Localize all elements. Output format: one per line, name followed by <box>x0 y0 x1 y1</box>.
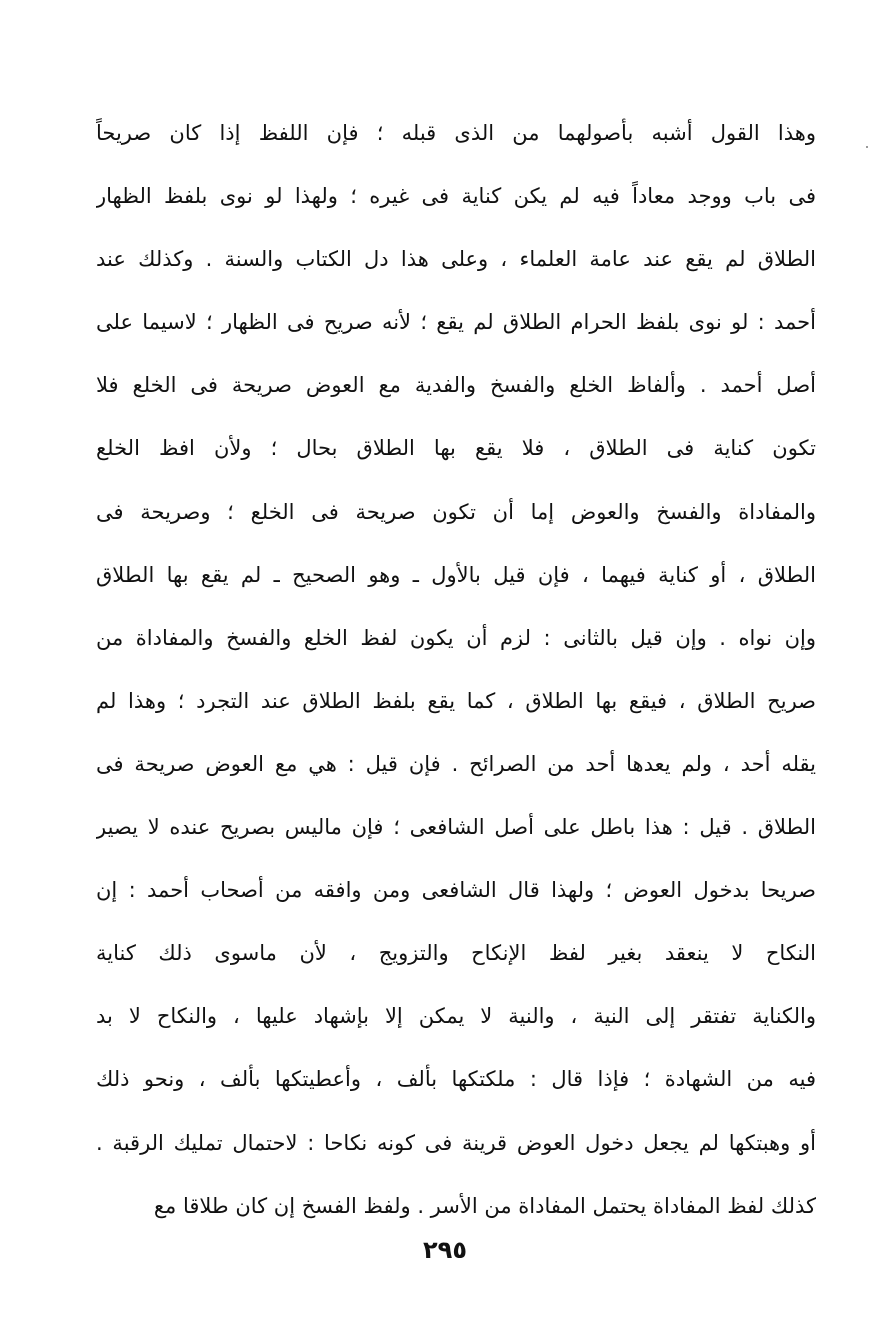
text-line: الطلاق ، أو كناية فيهما ، فإن قيل بالأول ـ وهو الصحيح ـ لم يقع بها الطلاق <box>96 562 816 587</box>
text-line: والكناية تفتقر إلى النية ، والنية لا يمكن إلا بإشهاد عليها ، والنكاح لا بد <box>96 1004 816 1029</box>
text-line: أحمد : لو نوى بلفظ الحرام الطلاق لم يقع ؛ لأنه صريح فى الظهار ؛ لاسيما على <box>96 310 816 335</box>
text-line: صريح الطلاق ، فيقع بها الطلاق ، كما يقع بلفظ الطلاق عند التجرد ؛ وهذا لم <box>96 688 816 713</box>
text-line: الطلاق . قيل : هذا باطل على أصل الشافعى ؛ فإن ماليس بصريح عنده لا يصير <box>96 815 816 840</box>
text-line: كذلك لفظ المفاداة يحتمل المفاداة من الأسر . ولفظ الفسخ إن كان طلاقا مع <box>153 1193 816 1218</box>
text-line: النكاح لا ينعقد بغير لفظ الإنكاح والتزويج ، لأن ماسوى ذلك كناية <box>96 941 816 966</box>
text-line: وإن نواه . وإن قيل بالثانى : لزم أن يكون لفظ الخلع والفسخ والمفاداة من <box>96 625 816 650</box>
text-line: تكون كناية فى الطلاق ، فلا يقع بها الطلاق بحال ؛ ولأن افظ الخلع <box>96 436 816 461</box>
text-line: صريحا بدخول العوض ؛ ولهذا قال الشافعى ومن وافقه من أصحاب أحمد : إن <box>96 878 816 903</box>
text-line: أو وهبتكها لم يجعل دخول العوض قرينة فى كونه نكاحا : لاحتمال تمليك الرقبة . <box>96 1130 816 1155</box>
page-number: ٢٩٥ <box>423 1236 467 1264</box>
text-line: فيه من الشهادة ؛ فإذا قال : ملكتكها بألف ، وأعطيتكها بألف ، ونحو ذلك <box>96 1067 816 1092</box>
text-line: يقله أحد ، ولم يعدها أحد من الصرائح . فإن قيل : هي مع العوض صريحة فى <box>96 751 816 776</box>
body-text <box>96 102 816 1238</box>
margin-speck <box>866 146 868 148</box>
text-line: الطلاق لم يقع عند عامة العلماء ، وعلى هذا دل الكتاب والسنة . وكذلك عند <box>96 247 816 272</box>
text-line: فى باب ووجد معاداً فيه لم يكن كناية فى غيره ؛ ولهذا لو نوى بلفظ الظهار <box>96 184 816 209</box>
text-line: أصل أحمد . وألفاظ الخلع والفسخ والفدية مع العوض صريحة فى الخلع فلا <box>96 373 816 398</box>
text-line: والمفاداة والفسخ والعوض إما أن تكون صريحة فى الخلع ؛ وصريحة فى <box>96 499 816 524</box>
text-line: وهذا القول أشبه بأصولهما من الذى قبله ؛ فإن اللفظ إذا كان صريحاً <box>96 121 816 145</box>
